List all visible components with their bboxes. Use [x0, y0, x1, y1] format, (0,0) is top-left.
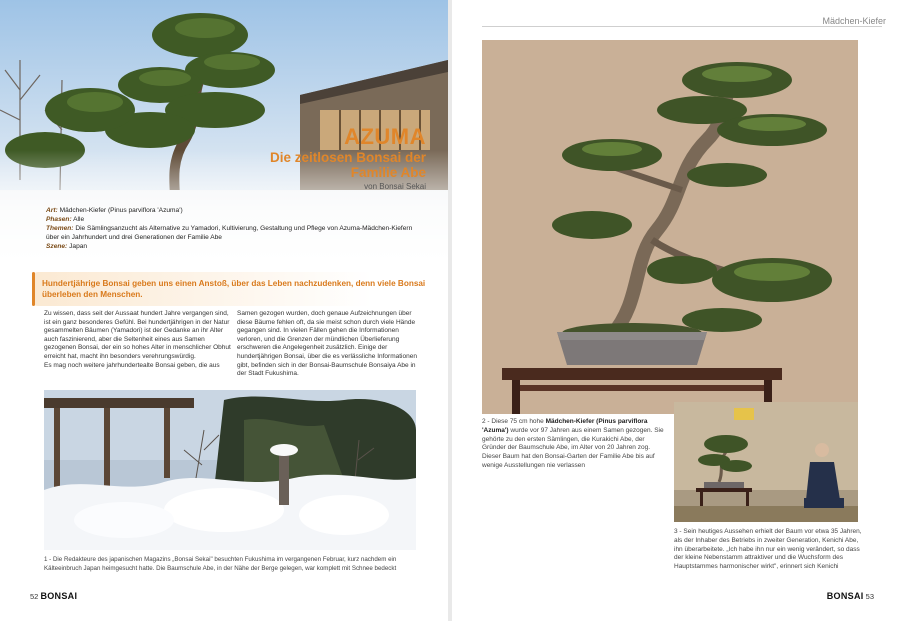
info-themen-label: Themen:: [46, 225, 74, 232]
caption-2-species: Mädchen-Kiefer (Pinus parviflora 'Azuma'): [482, 418, 648, 434]
page-footer-right: [827, 591, 874, 601]
page-number-left: 52: [30, 592, 39, 601]
body-column-2: [237, 310, 425, 379]
info-phasen-value: Alle: [73, 216, 85, 223]
brand-logo-right: BONSAI: [826, 591, 864, 601]
info-szene-value: Japan: [69, 243, 88, 250]
info-phasen-label: Phasen:: [46, 216, 72, 223]
article-title: AZUMA: [344, 124, 426, 149]
info-phasen: [46, 215, 416, 224]
caption-2-post: wurde vor 97 Jahren aus einem Samen gezogen. Sie gehörte zu den ersten Sämlingen, die Kurakichi Abe, der Gründer der Baumschule Abe, im Alter von 20 Jahren zog. Dieser Baum hat den Bonsai-Garten der Familie Abe bis auf wenige Ausstellungen nie verlassen: [482, 426, 664, 469]
page-footer-left: [30, 591, 77, 601]
info-art: [46, 206, 416, 215]
lead-accent-bar: [32, 272, 35, 306]
photo-man-with-bonsai: [674, 402, 858, 522]
body-paragraph: Zu wissen, dass seit der Aussaat hundert Jahre vergangen sind, ist ein ganz besonderes Gefühl. Bei hundertjährigen in der Natur gesammelten Bäumen (Yamadori) ist der Gedanke an ihr Alter auch faszinierend, aber die Seltenheit eines aus Samen gezogenen Bonsai, der ein so hohes Alter in menschlicher Obhut erreicht hat, macht ihn besonders verehrungswürdig.: [44, 310, 231, 360]
lead-text: Hundertjährige Bonsai geben uns einen Anstoß, über das Leben nachzudenken, denn viele Bonsai überleben den Menschen.: [42, 279, 426, 299]
byline: von Bonsai Sekai: [364, 182, 426, 191]
article-subtitle-line2: Familie Abe: [350, 165, 426, 180]
right-page: [452, 0, 900, 621]
caption-2-pre: 2 - Diese 75 cm hohe: [482, 418, 546, 425]
body-paragraph: Es mag noch weitere jahrhundertealte Bonsai geben, die aus: [44, 361, 220, 369]
page-number-right: 53: [865, 592, 874, 601]
info-themen-value: Die Sämlingsanzucht als Alternative zu Yamadori, Kultivierung, Gestaltung und Pflege von Azuma-Mädchen-Kiefern über ein Jahrhundert und drei Generationen der Familie Abe: [46, 225, 413, 241]
info-art-label: Art:: [46, 207, 58, 214]
lead-box: [32, 272, 432, 306]
photo-main-bonsai: [482, 40, 858, 414]
info-themen: [46, 224, 416, 242]
body-paragraph: Samen gezogen wurden, doch genaue Aufzeichnungen über diese Bäume fehlen oft, da sie meist schon durch viele Hände gegangen sind. In vielen Fällen gehen die Informationen verloren, und die Grenzen der mündlichen Überlieferung erschweren die Angelegenheit zusätzlich. Einige der hundertjährigen Bonsai, über die es verlässliche Informationen gibt, befinden sich in der Bonsai-Baumschule Bonsaiya Abe in der Stadt Fukushima.: [237, 310, 417, 378]
info-szene: [46, 242, 416, 251]
photo-snowy-nursery: [44, 390, 416, 550]
info-art-value: Mädchen-Kiefer (Pinus parviflora 'Azuma'): [59, 207, 183, 214]
caption-1: 1 - Die Redakteure des japanischen Magazins „Bonsai Sekai" besuchten Fukushima im vergangenen Februar, kurz nachdem ein Kälteeinbruch Japan heimgesucht hatte. Die Baumschule Abe, in der Nähe der Berge gelegen, war komplett mit Schnee bedeckt: [44, 556, 397, 572]
body-column-1: [44, 310, 232, 370]
header-rule: [482, 26, 882, 27]
section-title: Mädchen-Kiefer: [822, 16, 886, 26]
left-page: [0, 0, 448, 621]
article-subtitle-line1: Die zeitlosen Bonsai der: [269, 150, 426, 165]
info-szene-label: Szene:: [46, 243, 68, 250]
brand-logo-left: BONSAI: [40, 591, 78, 601]
article-title-block: [270, 124, 426, 191]
caption-2: [482, 418, 670, 471]
info-box: [46, 206, 416, 251]
caption-3: 3 - Sein heutiges Aussehen erhielt der Baum vor etwa 35 Jahren, als der Inhaber des Betriebs in zweiter Generation, Kenichi Abe, ihn überarbeitete. „Ich habe ihn nur ein wenig verändert, so dass der kleine Nebenstamm attraktiver und die Wuchsform des Hauptstammes harmonischer wirkt", erinnert sich Kenichi: [674, 528, 862, 571]
